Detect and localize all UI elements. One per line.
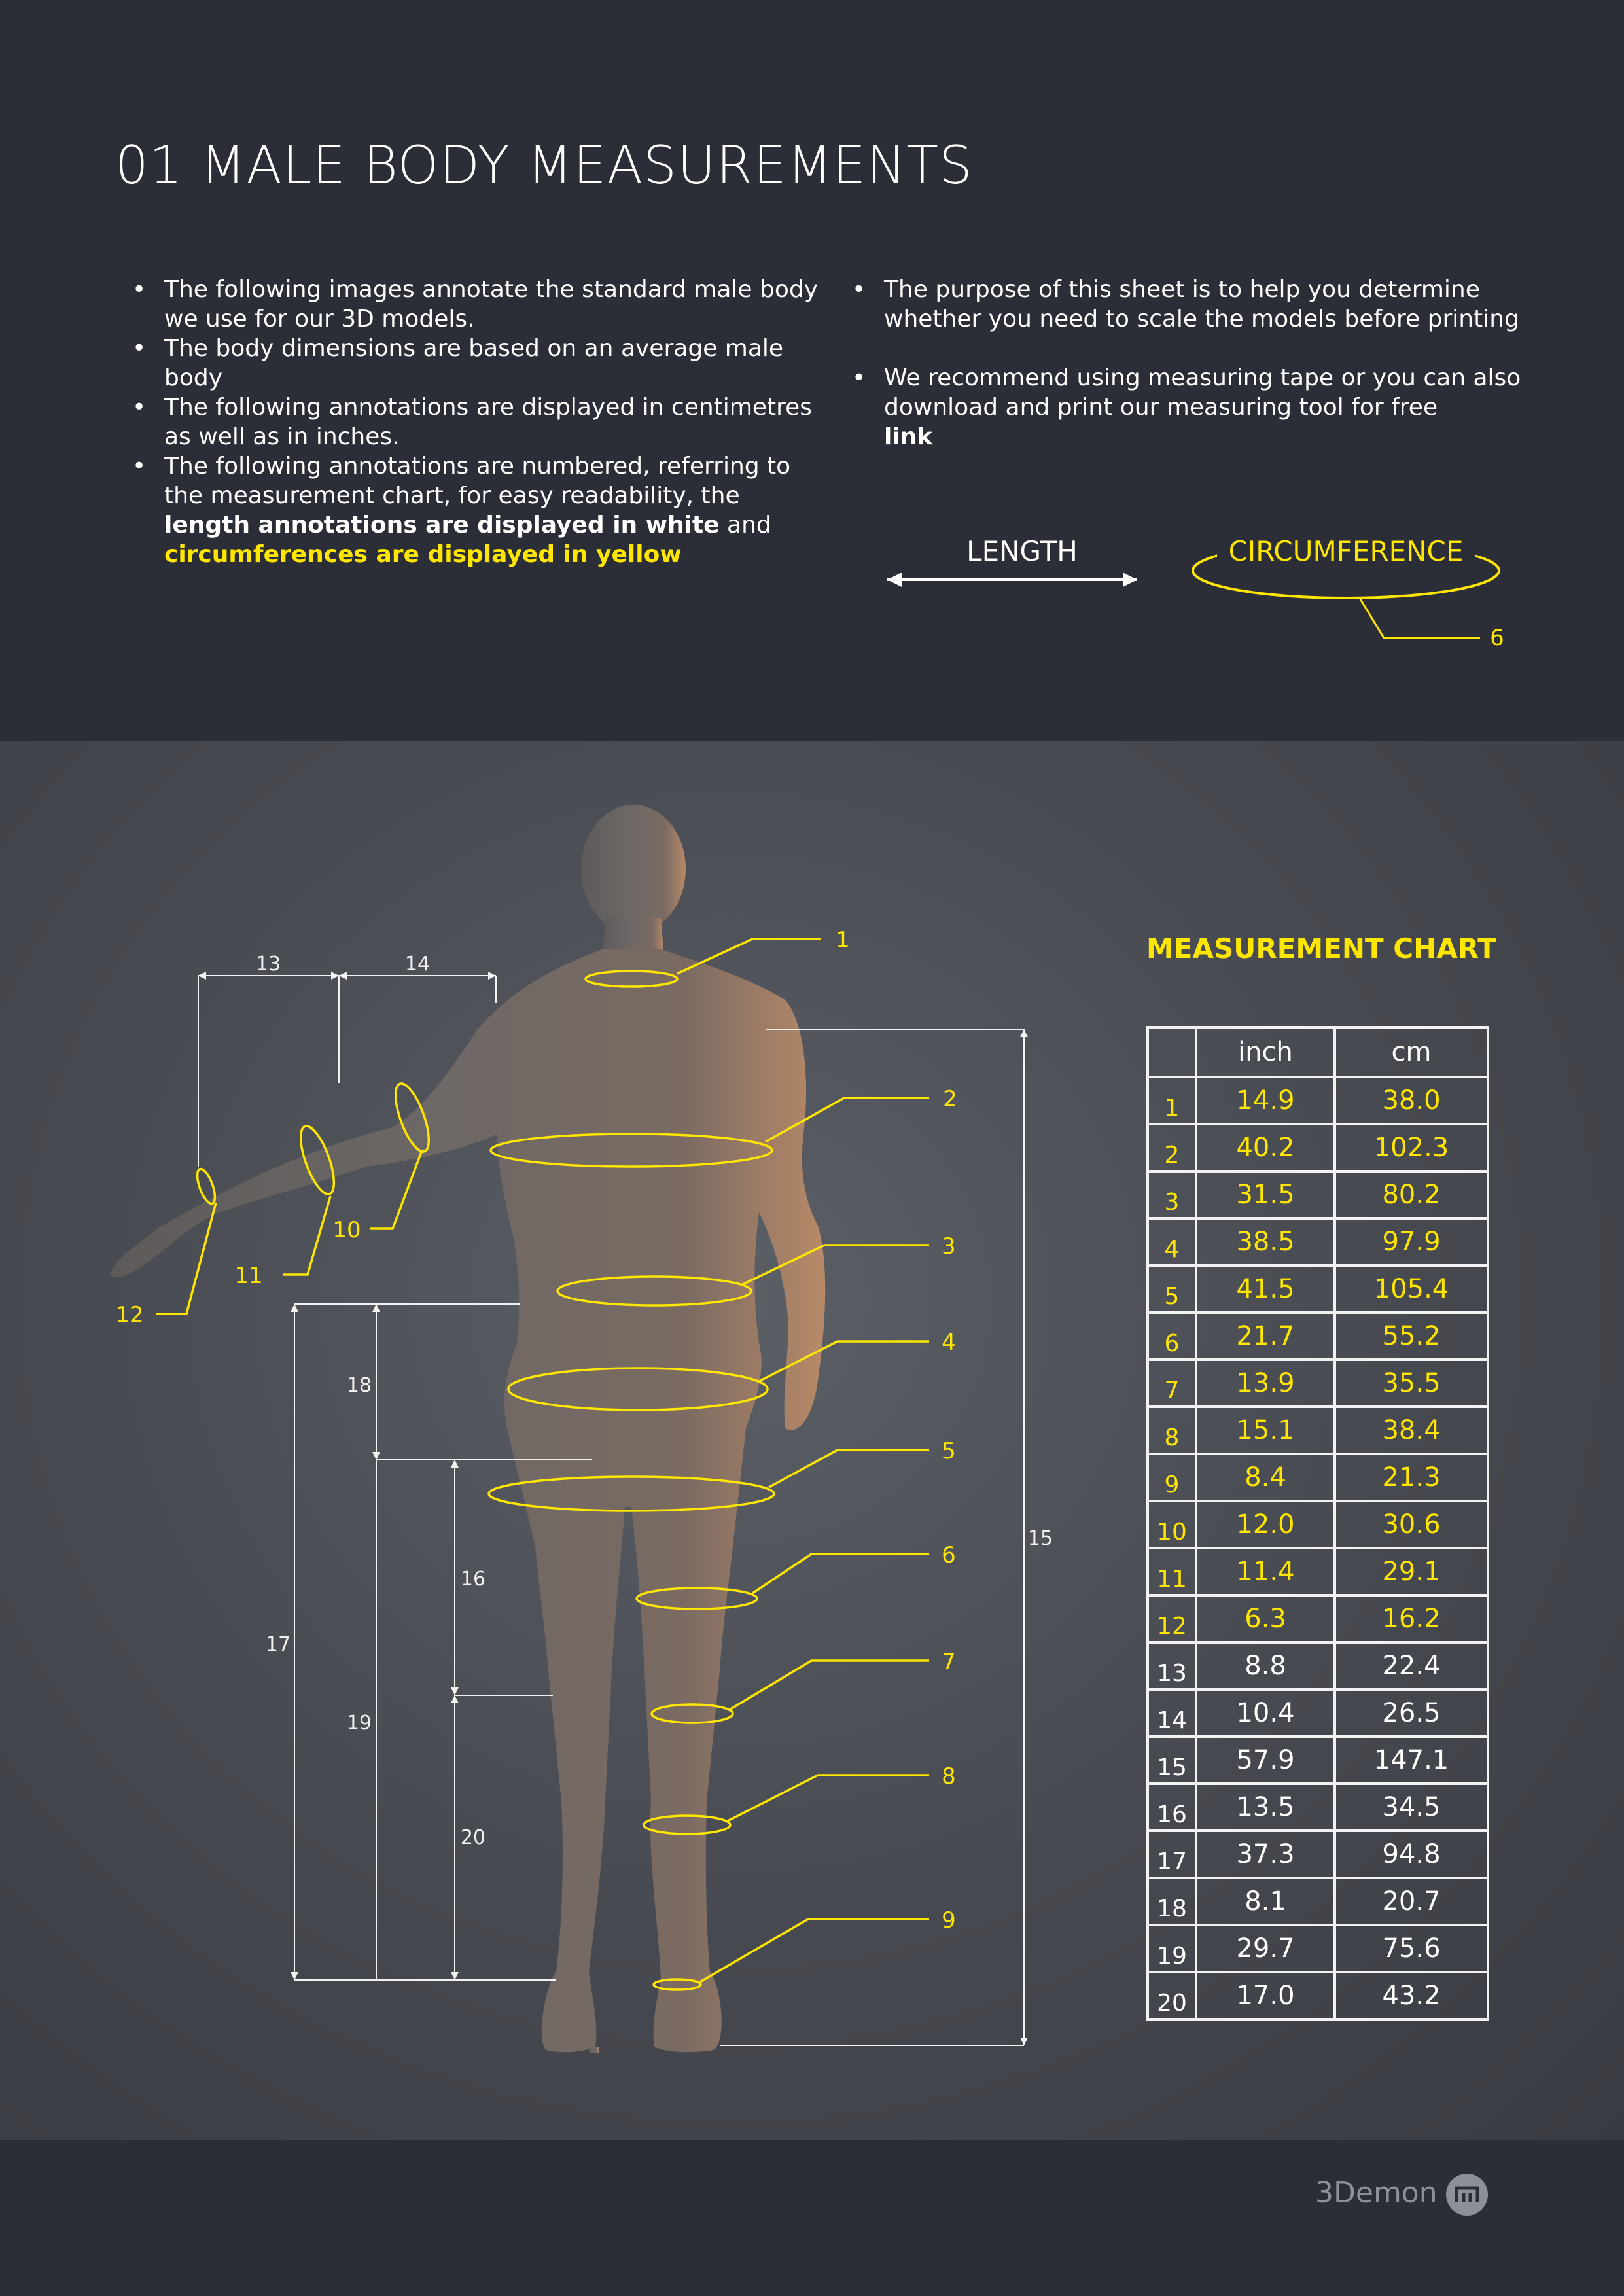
table-row: [1148, 1878, 1488, 1925]
cell-num: 4: [1148, 1218, 1196, 1265]
download-link[interactable]: link: [884, 423, 933, 450]
cell-inch: 17.0: [1196, 1972, 1335, 2019]
page-title: 01 MALE BODY MEASUREMENTS: [115, 135, 973, 196]
cell-num: 13: [1148, 1642, 1196, 1689]
cell-num: 17: [1148, 1831, 1196, 1878]
table-header-row: [1148, 1027, 1488, 1077]
cell-num: 6: [1148, 1313, 1196, 1360]
cell-num: 14: [1148, 1689, 1196, 1737]
label-20: 20: [460, 1826, 486, 1849]
legend-circumference-label: CIRCUMFERENCE: [1228, 535, 1464, 567]
cell-cm: 94.8: [1335, 1831, 1488, 1878]
table-row: [1148, 1171, 1488, 1218]
bullet-text: The following annotations are numbered, referring to the measurement chart, for easy readability, the: [164, 453, 791, 509]
bullet-item: • The body dimensions are based on an average male body: [115, 334, 822, 393]
table-row: [1148, 1689, 1488, 1737]
cell-cm: 43.2: [1335, 1972, 1488, 2019]
length-note: length annotations are displayed in white: [164, 512, 720, 539]
table-row: [1148, 1124, 1488, 1171]
cell-inch: 12.0: [1196, 1501, 1335, 1548]
table-row: [1148, 1784, 1488, 1831]
cell-inch: 21.7: [1196, 1313, 1335, 1360]
cell-inch: 11.4: [1196, 1548, 1335, 1595]
cell-inch: 41.5: [1196, 1265, 1335, 1313]
cell-cm: 16.2: [1335, 1595, 1488, 1642]
cell-cm: 30.6: [1335, 1501, 1488, 1548]
label-13: 13: [255, 953, 281, 976]
cell-num: 11: [1148, 1548, 1196, 1595]
cell-num: 9: [1148, 1454, 1196, 1501]
label-18: 18: [346, 1374, 372, 1397]
label-10: 10: [332, 1217, 361, 1243]
table-row: [1148, 1501, 1488, 1548]
cell-cm: 22.4: [1335, 1642, 1488, 1689]
footer: [0, 2140, 1624, 2296]
cell-num: 5: [1148, 1265, 1196, 1313]
table-row: [1148, 1595, 1488, 1642]
label-15: 15: [1027, 1527, 1053, 1550]
cell-cm: 102.3: [1335, 1124, 1488, 1171]
label-8: 8: [942, 1763, 956, 1790]
cell-num: 15: [1148, 1737, 1196, 1784]
cell-num: 12: [1148, 1595, 1196, 1642]
bullet-item: • The purpose of this sheet is to help you determine whether you need to scale the models before printing: [835, 275, 1528, 334]
bullet-item: • The following images annotate the standard male body we use for our 3D models.: [115, 275, 822, 334]
label-6: 6: [942, 1542, 956, 1568]
label-7: 7: [942, 1649, 956, 1675]
cell-cm: 35.5: [1335, 1360, 1488, 1407]
cell-inch: 37.3: [1196, 1831, 1335, 1878]
label-2: 2: [943, 1086, 957, 1112]
cell-num: 3: [1148, 1171, 1196, 1218]
cell-inch: 13.9: [1196, 1360, 1335, 1407]
table-row: [1148, 1454, 1488, 1501]
label-16: 16: [460, 1568, 486, 1591]
male-body-model: [110, 805, 825, 2053]
table-row: [1148, 1313, 1488, 1360]
connector-text: and: [727, 512, 771, 539]
bullet-item: [115, 451, 822, 569]
label-11: 11: [234, 1263, 263, 1289]
cell-num: 20: [1148, 1972, 1196, 2019]
cell-cm: 75.6: [1335, 1925, 1488, 1972]
table-row: [1148, 1737, 1488, 1784]
cell-cm: 97.9: [1335, 1218, 1488, 1265]
table-row: [1148, 1925, 1488, 1972]
cell-cm: 34.5: [1335, 1784, 1488, 1831]
label-9: 9: [942, 1907, 956, 1934]
brand-name: 3Demon: [1315, 2176, 1438, 2210]
table-row: [1148, 1218, 1488, 1265]
cell-cm: 21.3: [1335, 1454, 1488, 1501]
table-row: [1148, 1972, 1488, 2019]
table-row: [1148, 1831, 1488, 1878]
label-3: 3: [942, 1233, 956, 1260]
table-row: [1148, 1360, 1488, 1407]
legend: [877, 523, 1531, 654]
table-row: [1148, 1265, 1488, 1313]
table-row: [1148, 1642, 1488, 1689]
arrow-left-icon: [887, 573, 902, 587]
header-inch: inch: [1196, 1027, 1335, 1077]
cell-cm: 55.2: [1335, 1313, 1488, 1360]
cell-num: 10: [1148, 1501, 1196, 1548]
cell-num: 7: [1148, 1360, 1196, 1407]
label-19: 19: [346, 1712, 372, 1735]
label-4: 4: [942, 1330, 956, 1356]
body-figure: [0, 741, 1125, 2140]
header-num: [1148, 1027, 1196, 1077]
circumference-note: circumferences are displayed in yellow: [164, 541, 682, 568]
brand-logo-icon: [1445, 2172, 1489, 2217]
cell-inch: 8.8: [1196, 1642, 1335, 1689]
cell-inch: 15.1: [1196, 1407, 1335, 1454]
label-5: 5: [942, 1438, 956, 1464]
cell-inch: 31.5: [1196, 1171, 1335, 1218]
bullet-item: • The following annotations are displayed in centimetres as well as in inches.: [115, 393, 822, 451]
cell-inch: 57.9: [1196, 1737, 1335, 1784]
cell-cm: 105.4: [1335, 1265, 1488, 1313]
cell-cm: 29.1: [1335, 1548, 1488, 1595]
cell-inch: 6.3: [1196, 1595, 1335, 1642]
cell-num: 19: [1148, 1925, 1196, 1972]
bullet-item: [835, 363, 1528, 451]
cell-inch: 8.1: [1196, 1878, 1335, 1925]
measurement-table: [1146, 1026, 1489, 2021]
cell-inch: 29.7: [1196, 1925, 1335, 1972]
label-12: 12: [115, 1302, 144, 1328]
header-panel: [0, 0, 1624, 741]
cell-num: 16: [1148, 1784, 1196, 1831]
cell-cm: 38.0: [1335, 1077, 1488, 1124]
chart-title: MEASUREMENT CHART: [1146, 932, 1496, 964]
label-14: 14: [404, 953, 431, 976]
arrow-right-icon: [1123, 573, 1137, 587]
label-1: 1: [836, 927, 850, 953]
left-bullet-list: [115, 275, 822, 569]
table-row: [1148, 1548, 1488, 1595]
cell-inch: 14.9: [1196, 1077, 1335, 1124]
cell-num: 1: [1148, 1077, 1196, 1124]
legend-length-label: LENGTH: [966, 535, 1078, 567]
cell-cm: 38.4: [1335, 1407, 1488, 1454]
cell-cm: 80.2: [1335, 1171, 1488, 1218]
cell-cm: 147.1: [1335, 1737, 1488, 1784]
table-row: [1148, 1077, 1488, 1124]
cell-inch: 40.2: [1196, 1124, 1335, 1171]
cell-num: 2: [1148, 1124, 1196, 1171]
table-row: [1148, 1407, 1488, 1454]
cell-num: 8: [1148, 1407, 1196, 1454]
header-cm: cm: [1335, 1027, 1488, 1077]
legend-example-number: 6: [1490, 625, 1504, 651]
label-17: 17: [265, 1633, 291, 1656]
right-bullet-list: [835, 275, 1528, 451]
table-body: [1148, 1077, 1488, 2019]
cell-cm: 26.5: [1335, 1689, 1488, 1737]
cell-num: 18: [1148, 1878, 1196, 1925]
cell-cm: 20.7: [1335, 1878, 1488, 1925]
bullet-text: We recommend using measuring tape or you can also download and print our measuring tool for free: [884, 364, 1521, 421]
cell-inch: 8.4: [1196, 1454, 1335, 1501]
cell-inch: 13.5: [1196, 1784, 1335, 1831]
cell-inch: 38.5: [1196, 1218, 1335, 1265]
cell-inch: 10.4: [1196, 1689, 1335, 1737]
